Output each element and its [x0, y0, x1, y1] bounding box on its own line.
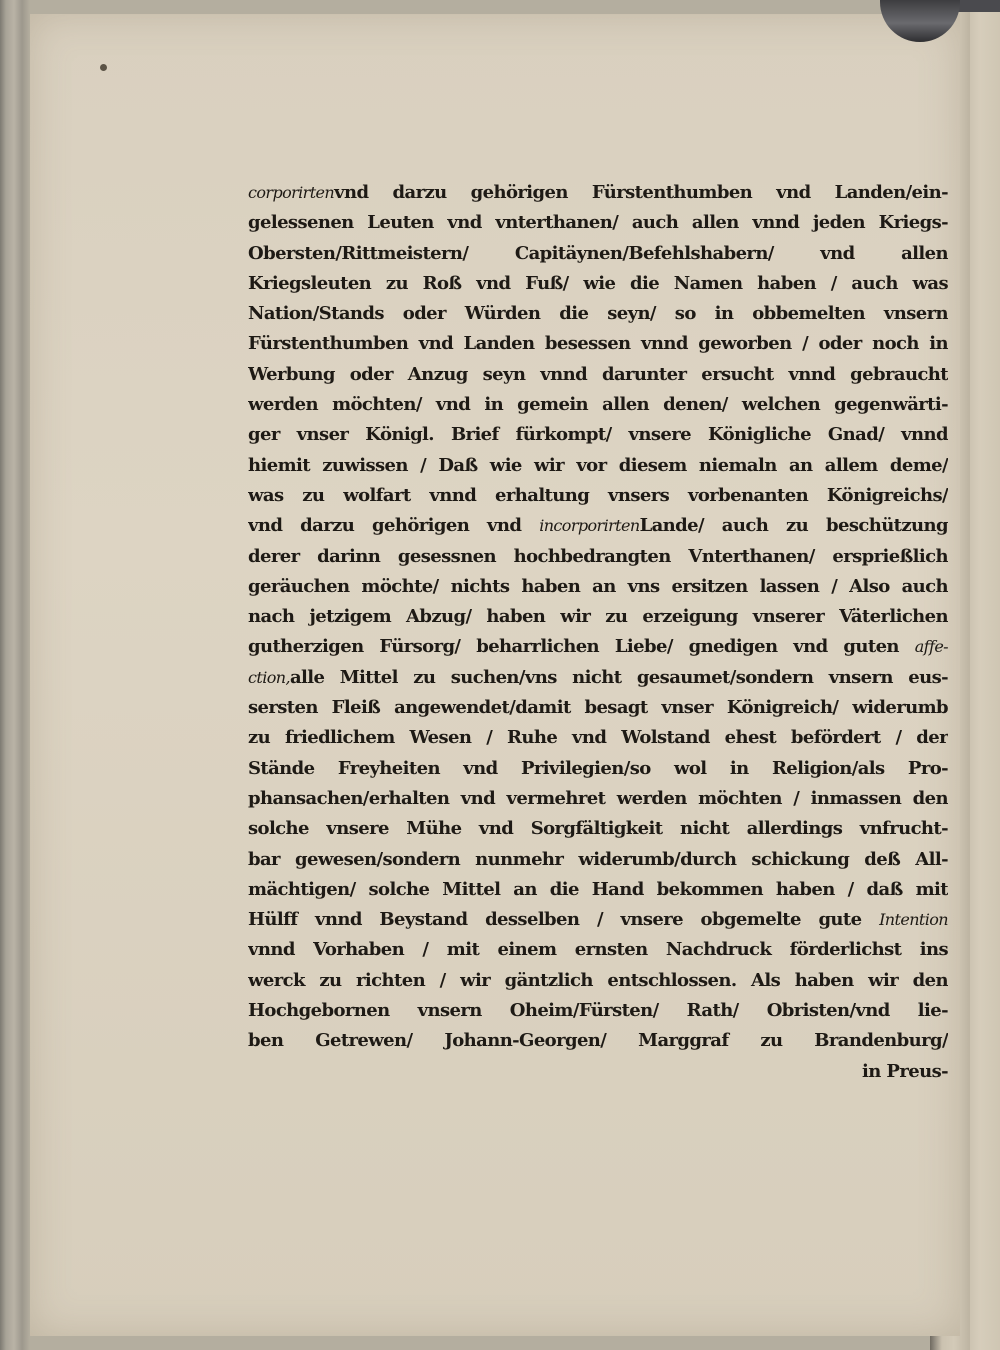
text-segment: bar gewesen/sondern nunmehr widerumb/durch schickung deß All-	[248, 848, 948, 870]
text-line	[248, 511, 948, 541]
text-segment: Hochgebornen vnsern Oheim/Fürsten/ Rath/ Obristen/vnd lie-	[248, 1000, 948, 1022]
text-line	[248, 329, 948, 359]
text-segment: sersten Fleiß angewendet/damit besagt vnser Königreich/ widerumb	[248, 697, 948, 719]
text-segment: werden möchten/ vnd in gemein allen denen/ welchen gegenwärti-	[248, 394, 948, 416]
text-segment: Stände Freyheiten vnd Privilegien/so wol in Religion/als Pro-	[248, 757, 948, 779]
text-segment: werck zu richten / wir gäntzlich entschlossen. Als haben wir den	[248, 969, 948, 991]
text-segment: Hülff vnnd Beystand desselben / vnsere obgemelte gute	[248, 909, 880, 931]
text-segment: was zu wolfart vnnd erhaltung vnsers vorbenanten Königreichs/	[248, 484, 948, 506]
italic-term: affe-	[914, 637, 948, 657]
text-line	[248, 935, 948, 965]
text-segment: vnd darzu gehörigen vnd	[248, 515, 540, 537]
text-line	[248, 693, 948, 723]
text-line	[248, 208, 948, 238]
text-segment: zu friedlichem Wesen / Ruhe vnd Wolstand ehest befördert / der	[248, 727, 948, 749]
text-line	[248, 542, 948, 572]
italic-term: incorporirten	[539, 516, 640, 536]
text-line	[248, 481, 948, 511]
text-line	[248, 845, 948, 875]
text-segment: alle Mittel zu suchen/vns nicht gesaumet/sondern vnsern eus-	[289, 666, 948, 688]
text-line	[248, 996, 948, 1026]
page-text	[248, 178, 948, 1087]
text-line	[248, 269, 948, 299]
text-line	[248, 451, 948, 481]
text-segment: ben Getrewen/ Johann-Georgen/ Marggraf zu Brandenburg/	[248, 1030, 948, 1052]
text-line	[248, 1026, 948, 1056]
text-line	[248, 602, 948, 632]
text-segment: vnnd Vorhaben / mit einem ernsten Nachdruck förderlichst ins	[248, 939, 948, 961]
text-segment: Kriegsleuten zu Roß vnd Fuß/ wie die Namen haben / auch was	[248, 272, 948, 294]
text-segment: gelessenen Leuten vnd vnterthanen/ auch allen vnnd jeden Kriegs-	[248, 212, 948, 234]
text-line	[248, 360, 948, 390]
text-segment: vnd darzu gehörigen Fürstenthumben vnd Landen/ein-	[334, 182, 948, 203]
text-line	[248, 663, 948, 693]
text-segment: phansachen/erhalten vnd vermehret werden möchten / inmassen den	[248, 787, 948, 809]
text-segment: derer darinn gesessnen hochbedrangten Vnterthanen/ ersprießlich	[248, 545, 948, 567]
text-segment: ger vnser Königl. Brief fürkompt/ vnsere Königliche Gnad/ vnnd	[248, 424, 948, 446]
text-line	[248, 178, 948, 208]
text-segment: Nation/Stands oder Würden die seyn/ so in obbemelten vnsern	[248, 303, 948, 325]
text-line	[248, 814, 948, 844]
text-segment: Fürstenthumben vnd Landen besessen vnnd geworben / oder noch in	[248, 333, 948, 355]
italic-term: corporirten	[248, 183, 335, 202]
text-line	[248, 420, 948, 450]
text-line	[248, 875, 948, 905]
text-line	[248, 1057, 948, 1087]
text-line	[248, 723, 948, 753]
italic-term: ction,	[248, 667, 290, 687]
ink-spot	[100, 64, 107, 71]
text-line	[248, 572, 948, 602]
text-line	[248, 754, 948, 784]
text-line	[248, 632, 948, 662]
text-segment: in Preus-	[862, 1060, 948, 1082]
text-line	[248, 905, 948, 935]
text-segment: hiemit zuwissen / Daß wie wir vor diesem niemaln an allem deme/	[248, 454, 948, 476]
text-line	[248, 784, 948, 814]
text-segment: geräuchen möchte/ nichts haben an vns ersitzen lassen / Also auch	[248, 575, 948, 597]
italic-term: Intention	[879, 910, 948, 930]
text-segment: nach jetzigem Abzug/ haben wir zu erzeigung vnserer Väterlichen	[248, 606, 948, 628]
text-line	[248, 390, 948, 420]
text-segment: Obersten/Rittmeistern/ Capitäynen/Befehlshabern/ vnd allen	[248, 242, 948, 264]
text-line	[248, 966, 948, 996]
text-segment: solche vnsere Mühe vnd Sorgfältigkeit nicht allerdings vnfrucht-	[248, 818, 948, 840]
text-segment: gutherzigen Fürsorg/ beharrlichen Liebe/ gnedigen vnd guten	[248, 636, 915, 658]
text-segment: mächtigen/ solche Mittel an die Hand bekommen haben / daß mit	[248, 878, 948, 900]
text-segment: Lande/ auch zu beschützung	[639, 515, 948, 537]
facing-page-edge	[965, 0, 1000, 1350]
text-line	[248, 239, 948, 269]
text-line	[248, 299, 948, 329]
text-segment: Werbung oder Anzug seyn vnnd darunter ersucht vnnd gebraucht	[248, 363, 948, 385]
